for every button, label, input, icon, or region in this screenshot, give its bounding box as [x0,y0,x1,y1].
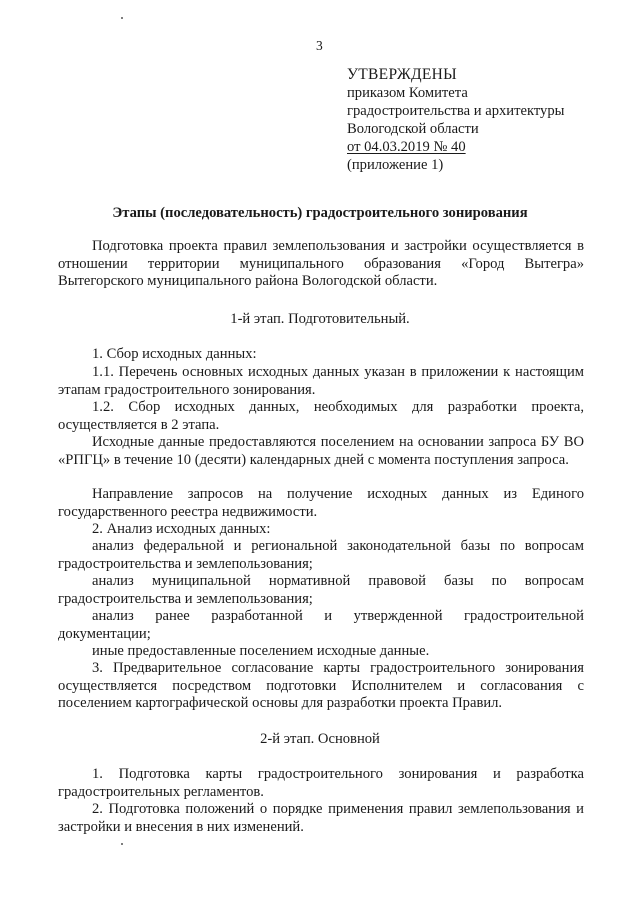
stage1-item: 1. Сбор исходных данных: [92,346,257,362]
approval-heading: УТВЕРЖДЕНЫ [347,66,457,83]
stage1-item: анализ ранее разработанной и утвержденной градостроительной документации; [58,608,584,642]
stage1-item: анализ федеральной и региональной законодательной базы по вопросам градостроительства и землепользования; [58,538,584,572]
approval-line: градостроительства и архитектуры [347,103,565,119]
stage1-item: 2. Анализ исходных данных: [92,521,271,537]
stage1-item: Исходные данные предоставляются поселением на основании запроса БУ ВО «РПГЦ» в течение 10 (десяти) календарных дней с момента поступления запроса. [58,434,584,468]
approval-line: Вологодской области [347,121,479,137]
stage1-item: анализ муниципальной нормативной правовой базы по вопросам градостроительства и землепользования; [58,573,584,607]
stage1-item: иные предоставленные поселением исходные данные. [92,643,430,659]
intro-paragraph: Подготовка проекта правил землепользования и застройки осуществляется в отношении территории муниципального образования «Город Вытегра» Вытегорского муниципального района Вологодской области. [58,238,584,289]
stage1-item: Направление запросов на получение исходных данных из Единого государственного реестра недвижимости. [58,486,584,520]
stage2-item: 2. Подготовка положений о порядке применения правил землепользования и застройки и внесения в них изменений. [58,801,584,835]
approval-order-number: от 04.03.2019 № 40 [347,139,466,155]
scan-speck-bottom [121,843,123,845]
stage2-item: 1. Подготовка карты градостроительного зонирования и разработка градостроительных регламентов. [58,766,584,800]
approval-line: (приложение 1) [347,157,444,173]
stage1-item: 3. Предварительное согласование карты градостроительного зонирования осуществляется посредством подготовки Исполнителем и согласования с поселением картографической основы для разработки проекта Правил. [58,660,584,711]
stage2-heading: 2-й этап. Основной [260,731,380,747]
stage1-heading: 1-й этап. Подготовительный. [230,311,410,327]
stage1-item: 1.2. Сбор исходных данных, необходимых для разработки проекта, осуществляется в 2 этапа. [58,399,584,433]
document-title: Этапы (последовательность) градостроительного зонирования [112,205,528,221]
approval-stamp [347,66,564,174]
stage1-item: 1.1. Перечень основных исходных данных указан в приложении к настоящим этапам градостроительного зонирования. [58,364,584,398]
approval-line: приказом Комитета [347,85,468,101]
page-number: 3 [316,38,323,53]
scan-speck-top [121,17,123,19]
